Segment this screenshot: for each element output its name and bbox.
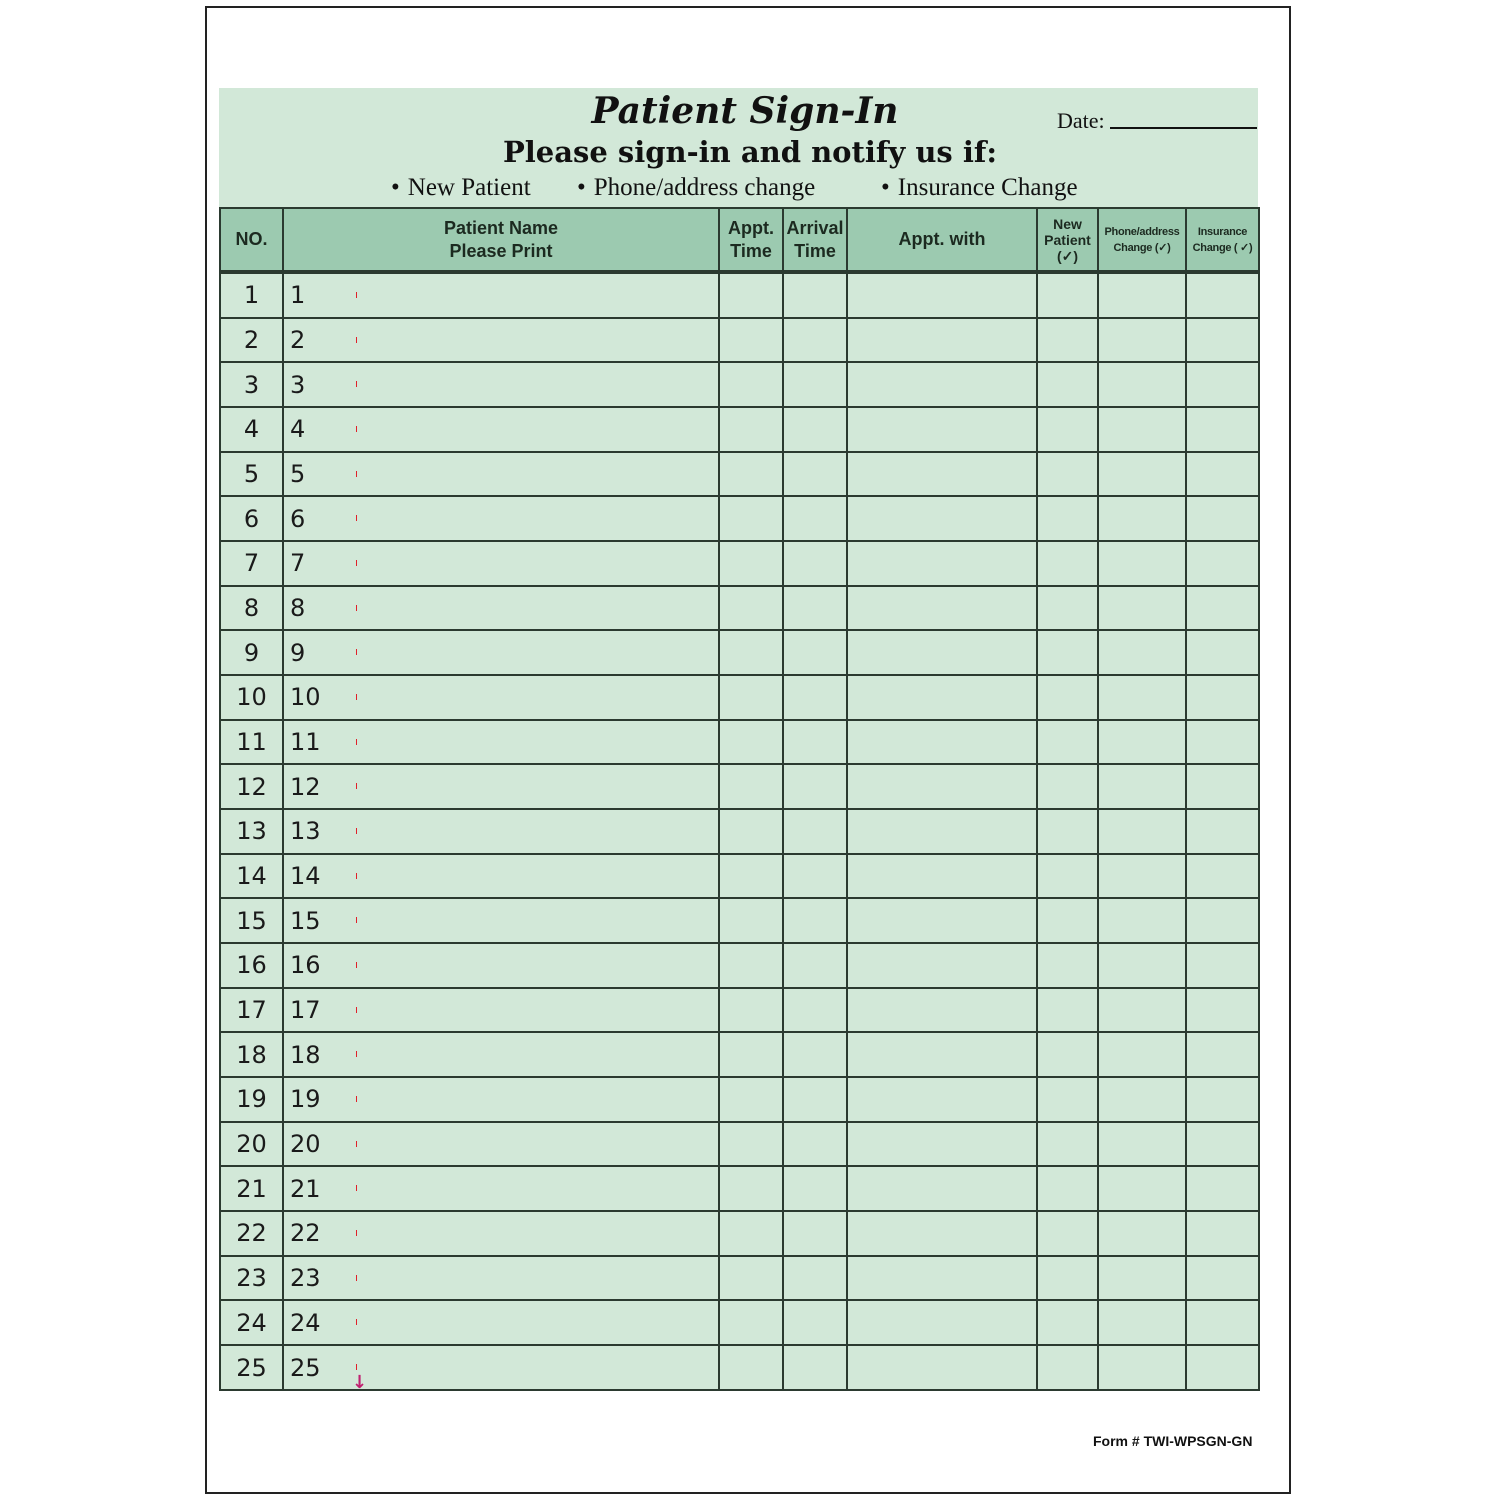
row-number-cell: 12 <box>220 764 283 809</box>
appt-time-field[interactable] <box>719 1077 783 1122</box>
col-header-arrival-time <box>783 208 847 272</box>
new-patient-checkbox[interactable] <box>1037 407 1098 452</box>
patient-name-field[interactable]: 15 <box>283 898 719 943</box>
appt-with-field[interactable] <box>847 720 1037 765</box>
phone-address-change-checkbox[interactable] <box>1098 720 1186 765</box>
arrival-time-field[interactable] <box>783 1166 847 1211</box>
phone-address-change-checkbox[interactable] <box>1098 675 1186 720</box>
table-row <box>220 1032 1259 1077</box>
phone-address-change-checkbox[interactable] <box>1098 943 1186 988</box>
arrival-time-field[interactable] <box>783 318 847 363</box>
arrival-time-field[interactable] <box>783 764 847 809</box>
appt-time-field[interactable] <box>719 272 783 318</box>
phone-address-change-checkbox[interactable] <box>1098 1166 1186 1211</box>
table-row <box>220 764 1259 809</box>
insurance-change-checkbox[interactable] <box>1186 1032 1259 1077</box>
patient-name-field[interactable]: 25 <box>283 1345 719 1390</box>
margin-guide-mark <box>356 337 357 343</box>
patient-name-field[interactable]: 12 <box>283 764 719 809</box>
appt-time-field[interactable] <box>719 318 783 363</box>
arrival-time-field[interactable] <box>783 1256 847 1301</box>
new-patient-checkbox[interactable] <box>1037 1166 1098 1211</box>
table-row <box>220 1077 1259 1122</box>
new-patient-checkbox[interactable] <box>1037 1077 1098 1122</box>
arrival-time-field[interactable] <box>783 541 847 586</box>
phone-address-change-checkbox[interactable] <box>1098 854 1186 899</box>
table-row <box>220 898 1259 943</box>
appt-with-field[interactable] <box>847 318 1037 363</box>
new-patient-checkbox[interactable] <box>1037 943 1098 988</box>
row-number-cell: 10 <box>220 675 283 720</box>
insurance-change-checkbox[interactable] <box>1186 1077 1259 1122</box>
margin-guide-mark <box>356 783 357 789</box>
row-number-cell: 19 <box>220 1077 283 1122</box>
patient-name-field[interactable]: 20 <box>283 1122 719 1167</box>
new-patient-checkbox[interactable] <box>1037 1256 1098 1301</box>
patient-name-field[interactable]: 16 <box>283 943 719 988</box>
margin-guide-mark <box>356 828 357 834</box>
margin-guide-mark <box>356 1275 357 1281</box>
appt-time-field[interactable] <box>719 630 783 675</box>
col-header-sublabel: Time <box>794 240 836 261</box>
col-header-label: Phone/address <box>1104 225 1180 238</box>
new-patient-checkbox[interactable] <box>1037 988 1098 1033</box>
arrival-time-field[interactable] <box>783 496 847 541</box>
col-header-insurance-change <box>1186 208 1259 272</box>
new-patient-checkbox[interactable] <box>1037 630 1098 675</box>
new-patient-checkbox[interactable] <box>1037 720 1098 765</box>
insurance-change-checkbox[interactable] <box>1186 318 1259 363</box>
col-header-check: (✓) <box>1056 247 1079 264</box>
appt-with-field[interactable] <box>847 541 1037 586</box>
sign-in-table <box>219 207 1260 1391</box>
appt-time-field[interactable] <box>719 675 783 720</box>
appt-time-field[interactable] <box>719 1256 783 1301</box>
insurance-change-checkbox[interactable] <box>1186 496 1259 541</box>
row-number-cell: 21 <box>220 1166 283 1211</box>
notify-item-label: Insurance Change <box>897 174 1078 201</box>
table-row <box>220 1211 1259 1256</box>
arrival-time-field[interactable] <box>783 1345 847 1390</box>
appt-with-field[interactable] <box>847 1032 1037 1077</box>
insurance-change-checkbox[interactable] <box>1186 988 1259 1033</box>
row-number-cell: 25 <box>220 1345 283 1390</box>
patient-name-field[interactable]: 9 <box>283 630 719 675</box>
phone-address-change-checkbox[interactable] <box>1098 362 1186 407</box>
arrival-time-field[interactable] <box>783 988 847 1033</box>
margin-guide-mark <box>356 1319 357 1325</box>
margin-guide-mark <box>356 739 357 745</box>
patient-name-field[interactable]: 23 <box>283 1256 719 1301</box>
insurance-change-checkbox[interactable] <box>1186 586 1259 631</box>
appt-with-field[interactable] <box>847 854 1037 899</box>
margin-guide-mark <box>356 471 357 477</box>
phone-address-change-checkbox[interactable] <box>1098 1122 1186 1167</box>
appt-with-field[interactable] <box>847 362 1037 407</box>
margin-guide-mark <box>356 381 357 387</box>
form-title: Patient Sign-In <box>591 90 899 132</box>
appt-with-field[interactable] <box>847 1122 1037 1167</box>
appt-time-field[interactable] <box>719 1166 783 1211</box>
appt-time-field[interactable] <box>719 898 783 943</box>
margin-guide-mark <box>356 605 357 611</box>
new-patient-checkbox[interactable] <box>1037 854 1098 899</box>
col-header-appt-with <box>847 208 1037 272</box>
margin-guide-mark <box>356 1230 357 1236</box>
appt-time-field[interactable] <box>719 452 783 497</box>
arrival-time-field[interactable] <box>783 586 847 631</box>
patient-name-field[interactable]: 17 <box>283 988 719 1033</box>
margin-guide-mark <box>356 515 357 521</box>
margin-guide-mark <box>356 560 357 566</box>
phone-address-change-checkbox[interactable] <box>1098 1300 1186 1345</box>
row-number-cell: 14 <box>220 854 283 899</box>
insurance-change-checkbox[interactable] <box>1186 675 1259 720</box>
patient-name-field[interactable]: 7 <box>283 541 719 586</box>
col-header-patient-name <box>283 208 719 272</box>
phone-address-change-checkbox[interactable] <box>1098 898 1186 943</box>
table-row <box>220 541 1259 586</box>
notify-item-new-patient <box>391 174 531 202</box>
table-row <box>220 809 1259 854</box>
margin-guide-mark <box>356 917 357 923</box>
row-number-cell: 24 <box>220 1300 283 1345</box>
arrival-time-field[interactable] <box>783 1211 847 1256</box>
insurance-change-checkbox[interactable] <box>1186 943 1259 988</box>
form-number: Form # TWI-WPSGN-GN <box>1093 1433 1253 1449</box>
table-row <box>220 1166 1259 1211</box>
row-number-cell: 2 <box>220 318 283 363</box>
bullet-icon: • <box>391 174 400 201</box>
table-row <box>220 943 1259 988</box>
row-number-cell: 16 <box>220 943 283 988</box>
phone-address-change-checkbox[interactable] <box>1098 272 1186 318</box>
table-row <box>220 586 1259 631</box>
appt-with-field[interactable] <box>847 272 1037 318</box>
row-number-cell: 5 <box>220 452 283 497</box>
appt-with-field[interactable] <box>847 898 1037 943</box>
appt-with-field[interactable] <box>847 452 1037 497</box>
patient-name-field[interactable]: 19 <box>283 1077 719 1122</box>
row-number-cell: 23 <box>220 1256 283 1301</box>
margin-guide-mark <box>356 1096 357 1102</box>
col-header-sublabel: Change ( ✓) <box>1192 241 1253 254</box>
phone-address-change-checkbox[interactable] <box>1098 586 1186 631</box>
patient-name-field[interactable]: 5 <box>283 452 719 497</box>
new-patient-checkbox[interactable] <box>1037 1345 1098 1390</box>
appt-with-field[interactable] <box>847 496 1037 541</box>
margin-guide-mark <box>356 649 357 655</box>
insurance-change-checkbox[interactable] <box>1186 272 1259 318</box>
patient-name-field[interactable]: 11 <box>283 720 719 765</box>
margin-guide-mark <box>356 1007 357 1013</box>
col-header-label: Insurance <box>1197 225 1248 238</box>
phone-address-change-checkbox[interactable] <box>1098 630 1186 675</box>
phone-address-change-checkbox[interactable] <box>1098 1077 1186 1122</box>
new-patient-checkbox[interactable] <box>1037 1300 1098 1345</box>
patient-name-field[interactable]: 13 <box>283 809 719 854</box>
new-patient-checkbox[interactable] <box>1037 362 1098 407</box>
row-number-cell: 20 <box>220 1122 283 1167</box>
appt-with-field[interactable] <box>847 1256 1037 1301</box>
col-header-label: New <box>1053 215 1082 232</box>
phone-address-change-checkbox[interactable] <box>1098 1032 1186 1077</box>
col-header-new-patient <box>1037 208 1098 272</box>
margin-guide-mark <box>356 1185 357 1191</box>
phone-address-change-checkbox[interactable] <box>1098 1211 1186 1256</box>
arrival-time-field[interactable] <box>783 854 847 899</box>
margin-guide-mark <box>356 694 357 700</box>
notify-list <box>219 172 1258 206</box>
phone-address-change-checkbox[interactable] <box>1098 764 1186 809</box>
table-row <box>220 407 1259 452</box>
arrival-time-field[interactable] <box>783 272 847 318</box>
col-header-label: Appt. <box>728 217 774 238</box>
col-header-label: Arrival <box>786 217 844 238</box>
bullet-icon: • <box>881 174 890 201</box>
arrival-time-field[interactable] <box>783 452 847 497</box>
margin-guide-mark <box>356 1364 357 1370</box>
new-patient-checkbox[interactable] <box>1037 1211 1098 1256</box>
appt-time-field[interactable] <box>719 988 783 1033</box>
appt-time-field[interactable] <box>719 541 783 586</box>
phone-address-change-checkbox[interactable] <box>1098 318 1186 363</box>
arrival-time-field[interactable] <box>783 720 847 765</box>
table-row <box>220 988 1259 1033</box>
col-header-phone-address-change <box>1098 208 1186 272</box>
appt-time-field[interactable] <box>719 496 783 541</box>
table-row <box>220 362 1259 407</box>
patient-name-field[interactable]: 24 <box>283 1300 719 1345</box>
table-row <box>220 1345 1259 1390</box>
appt-time-field[interactable] <box>719 809 783 854</box>
appt-time-field[interactable] <box>719 720 783 765</box>
margin-guide-mark <box>356 292 357 298</box>
appt-time-field[interactable] <box>719 1211 783 1256</box>
phone-address-change-checkbox[interactable] <box>1098 496 1186 541</box>
insurance-change-checkbox[interactable] <box>1186 1256 1259 1301</box>
new-patient-checkbox[interactable] <box>1037 541 1098 586</box>
row-number-cell: 6 <box>220 496 283 541</box>
table-row <box>220 272 1259 318</box>
patient-name-field[interactable]: 3 <box>283 362 719 407</box>
notify-item-label: New Patient <box>407 174 531 201</box>
form-subtitle: Please sign-in and notify us if: <box>502 135 998 169</box>
insurance-change-checkbox[interactable] <box>1186 898 1259 943</box>
row-number-cell: 8 <box>220 586 283 631</box>
row-number-cell: 9 <box>220 630 283 675</box>
appt-with-field[interactable] <box>847 764 1037 809</box>
arrival-time-field[interactable] <box>783 1122 847 1167</box>
appt-with-field[interactable] <box>847 809 1037 854</box>
col-header-sublabel: Please Print <box>449 240 553 261</box>
new-patient-checkbox[interactable] <box>1037 452 1098 497</box>
new-patient-checkbox[interactable] <box>1037 898 1098 943</box>
phone-address-change-checkbox[interactable] <box>1098 452 1186 497</box>
arrival-time-field[interactable] <box>783 1300 847 1345</box>
col-header-no <box>220 208 283 272</box>
row-number-cell: 15 <box>220 898 283 943</box>
margin-guide-mark <box>356 1141 357 1147</box>
arrival-time-field[interactable] <box>783 809 847 854</box>
appt-with-field[interactable] <box>847 1211 1037 1256</box>
row-number-cell: 11 <box>220 720 283 765</box>
appt-with-field[interactable] <box>847 1166 1037 1211</box>
row-number-cell: 3 <box>220 362 283 407</box>
new-patient-checkbox[interactable] <box>1037 496 1098 541</box>
patient-name-field[interactable]: 1 <box>283 272 719 318</box>
appt-time-field[interactable] <box>719 407 783 452</box>
phone-address-change-checkbox[interactable] <box>1098 1345 1186 1390</box>
appt-time-field[interactable] <box>719 1032 783 1077</box>
new-patient-checkbox[interactable] <box>1037 764 1098 809</box>
appt-with-field[interactable] <box>847 407 1037 452</box>
new-patient-checkbox[interactable] <box>1037 675 1098 720</box>
col-header-label: Appt. with <box>898 229 986 249</box>
col-header-appt-time <box>719 208 783 272</box>
phone-address-change-checkbox[interactable] <box>1098 1256 1186 1301</box>
appt-with-field[interactable] <box>847 988 1037 1033</box>
row-number-cell: 4 <box>220 407 283 452</box>
patient-name-field[interactable]: 14 <box>283 854 719 899</box>
insurance-change-checkbox[interactable] <box>1186 630 1259 675</box>
table-row <box>220 675 1259 720</box>
new-patient-checkbox[interactable] <box>1037 318 1098 363</box>
new-patient-checkbox[interactable] <box>1037 1032 1098 1077</box>
row-number-cell: 22 <box>220 1211 283 1256</box>
appt-time-field[interactable] <box>719 764 783 809</box>
arrival-time-field[interactable] <box>783 898 847 943</box>
col-header-sublabel: Change (✓) <box>1113 241 1171 254</box>
patient-name-field[interactable]: 4 <box>283 407 719 452</box>
new-patient-checkbox[interactable] <box>1037 586 1098 631</box>
insurance-change-checkbox[interactable] <box>1186 362 1259 407</box>
appt-with-field[interactable] <box>847 1300 1037 1345</box>
patient-name-field[interactable]: 22 <box>283 1211 719 1256</box>
table-row <box>220 630 1259 675</box>
insurance-change-checkbox[interactable] <box>1186 720 1259 765</box>
arrival-time-field[interactable] <box>783 943 847 988</box>
arrival-time-field[interactable] <box>783 362 847 407</box>
insurance-change-checkbox[interactable] <box>1186 809 1259 854</box>
patient-name-field[interactable]: 18 <box>283 1032 719 1077</box>
notify-item-insurance <box>881 174 1078 202</box>
row-number-cell: 18 <box>220 1032 283 1077</box>
table-row <box>220 1122 1259 1167</box>
insurance-change-checkbox[interactable] <box>1186 1300 1259 1345</box>
table-row <box>220 452 1259 497</box>
table-row <box>220 1300 1259 1345</box>
appt-time-field[interactable] <box>719 362 783 407</box>
table-row <box>220 318 1259 363</box>
row-number-cell: 17 <box>220 988 283 1033</box>
new-patient-checkbox[interactable] <box>1037 809 1098 854</box>
patient-name-field[interactable]: 2 <box>283 318 719 363</box>
table-row <box>220 854 1259 899</box>
arrival-time-field[interactable] <box>783 1077 847 1122</box>
insurance-change-checkbox[interactable] <box>1186 854 1259 899</box>
appt-time-field[interactable] <box>719 586 783 631</box>
margin-guide-mark <box>356 962 357 968</box>
phone-address-change-checkbox[interactable] <box>1098 541 1186 586</box>
col-header-label: Patient Name <box>443 217 559 238</box>
appt-time-field[interactable] <box>719 1345 783 1390</box>
appt-with-field[interactable] <box>847 586 1037 631</box>
insurance-change-checkbox[interactable] <box>1186 1122 1259 1167</box>
appt-time-field[interactable] <box>719 854 783 899</box>
margin-guide-mark <box>356 1051 357 1057</box>
phone-address-change-checkbox[interactable] <box>1098 809 1186 854</box>
bullet-icon: • <box>577 174 586 201</box>
table-header-row <box>220 208 1259 272</box>
col-header-sublabel: Time <box>730 240 772 261</box>
appt-time-field[interactable] <box>719 1300 783 1345</box>
patient-name-field[interactable]: 8 <box>283 586 719 631</box>
arrival-time-field[interactable] <box>783 1032 847 1077</box>
row-number-cell: 7 <box>220 541 283 586</box>
table-row <box>220 1256 1259 1301</box>
arrival-time-field[interactable] <box>783 630 847 675</box>
insurance-change-checkbox[interactable] <box>1186 407 1259 452</box>
table-row <box>220 496 1259 541</box>
row-number-cell: 1 <box>220 272 283 318</box>
appt-time-field[interactable] <box>719 1122 783 1167</box>
date-field[interactable] <box>1110 127 1257 129</box>
insurance-change-checkbox[interactable] <box>1186 1345 1259 1390</box>
appt-with-field[interactable] <box>847 943 1037 988</box>
col-header-sublabel: Patient <box>1044 231 1091 248</box>
table-row <box>220 720 1259 765</box>
phone-address-change-checkbox[interactable] <box>1098 988 1186 1033</box>
arrival-time-field[interactable] <box>783 675 847 720</box>
insurance-change-checkbox[interactable] <box>1186 1211 1259 1256</box>
new-patient-checkbox[interactable] <box>1037 272 1098 318</box>
patient-name-field[interactable]: 6 <box>283 496 719 541</box>
insurance-change-checkbox[interactable] <box>1186 541 1259 586</box>
insurance-change-checkbox[interactable] <box>1186 452 1259 497</box>
date-label: Date: <box>1057 108 1105 133</box>
appt-with-field[interactable] <box>847 1077 1037 1122</box>
appt-with-field[interactable] <box>847 675 1037 720</box>
notify-item-phone-address <box>577 174 815 202</box>
new-patient-checkbox[interactable] <box>1037 1122 1098 1167</box>
margin-guide-mark <box>356 426 357 432</box>
appt-time-field[interactable] <box>719 943 783 988</box>
col-header-label: NO. <box>235 229 268 249</box>
row-number-cell: 13 <box>220 809 283 854</box>
patient-name-field[interactable]: 10 <box>283 675 719 720</box>
patient-name-field[interactable]: 21 <box>283 1166 719 1211</box>
appt-with-field[interactable] <box>847 1345 1037 1390</box>
phone-address-change-checkbox[interactable] <box>1098 407 1186 452</box>
appt-with-field[interactable] <box>847 630 1037 675</box>
arrival-time-field[interactable] <box>783 407 847 452</box>
margin-guide-mark <box>356 873 357 879</box>
insurance-change-checkbox[interactable] <box>1186 1166 1259 1211</box>
arrow-down-icon: ↓ <box>352 1372 368 1393</box>
notify-item-label: Phone/address change <box>593 174 816 201</box>
insurance-change-checkbox[interactable] <box>1186 764 1259 809</box>
